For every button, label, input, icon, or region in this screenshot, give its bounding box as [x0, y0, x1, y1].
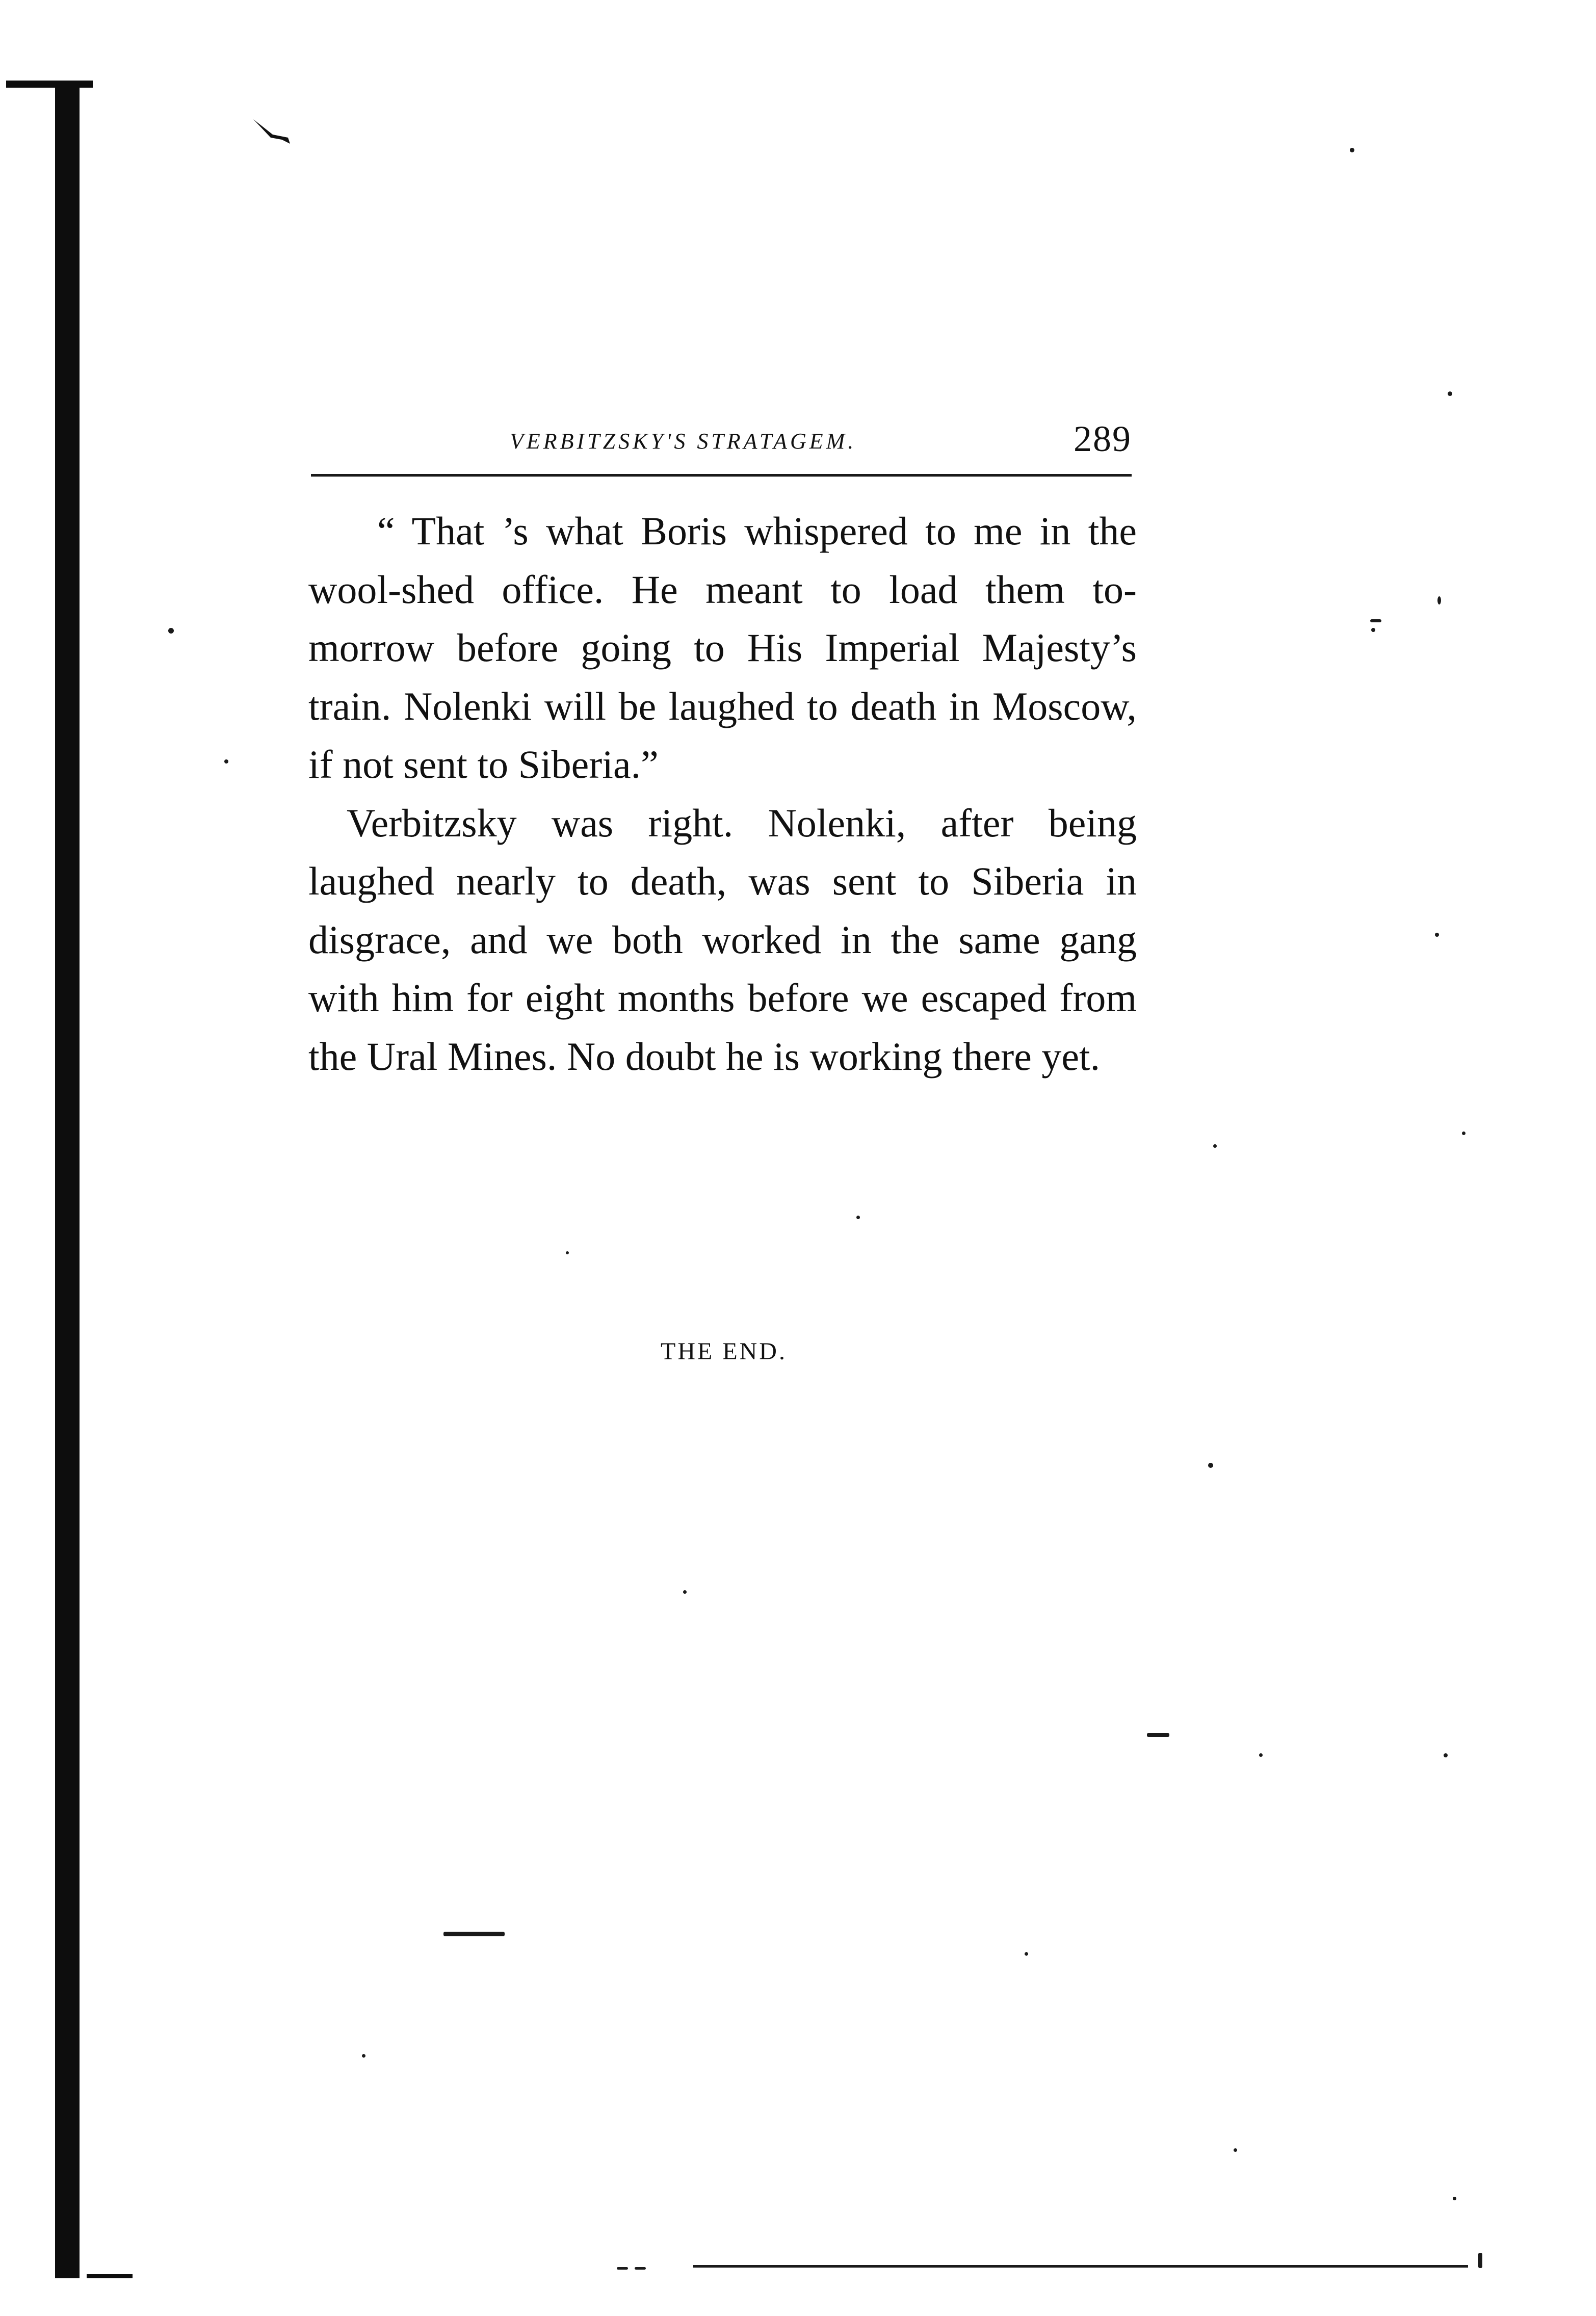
ink-blot-mark	[252, 117, 293, 148]
paper-speck	[1437, 596, 1441, 604]
paper-speck	[168, 628, 174, 634]
paper-speck	[1453, 2197, 1456, 2200]
paper-speck	[1448, 391, 1452, 396]
paper-speck	[224, 759, 228, 764]
binding-edge	[55, 82, 80, 2278]
running-head	[311, 418, 1132, 474]
paper-speck	[362, 2054, 365, 2058]
binding-edge-foot	[87, 2274, 133, 2278]
paper-speck	[1234, 2148, 1237, 2152]
ink-dash-mark	[635, 2267, 646, 2270]
ink-dash-mark	[617, 2267, 628, 2270]
paper-speck	[1462, 1131, 1466, 1135]
paper-speck	[1213, 1144, 1217, 1148]
ink-dash-mark	[1147, 1733, 1169, 1737]
paper-speck	[1444, 1753, 1448, 1757]
paper-speck	[1025, 1952, 1028, 1956]
page-number: 289	[1074, 418, 1132, 459]
paragraph: “ That ’s what Boris whispered to me in the wool-shed office. He meant to load them to-morrow before going to His Imperial Majesty’s train. Nolenki will be laughed to death in Moscow, if not sent to Siberia.”	[308, 509, 1137, 786]
paper-speck	[1208, 1463, 1213, 1468]
paper-speck	[1435, 933, 1439, 937]
binding-edge-cap	[6, 81, 93, 88]
ink-dash-mark	[1478, 2253, 1482, 2268]
paper-speck	[1350, 148, 1354, 152]
paragraph: Verbitzsky was right. Nolenki, after being laughed nearly to death, was sent to Siberia in disgrace, and we both worked in the same gang with him for eight months before we escaped from the Ural Mines. No doubt he is working there yet.	[308, 800, 1137, 1078]
paper-speck	[683, 1590, 687, 1594]
end-mark: THE END.	[661, 1338, 787, 1365]
paper-speck	[1371, 628, 1375, 632]
body-text	[308, 502, 1137, 1086]
running-title: VERBITZSKY'S STRATAGEM.	[510, 429, 857, 454]
paper-speck	[1259, 1753, 1263, 1757]
ink-dash-mark	[443, 1932, 505, 1936]
ink-dash-mark	[1370, 619, 1381, 622]
header-rule	[311, 474, 1132, 477]
bottom-rule	[693, 2265, 1468, 2268]
paper-speck	[856, 1216, 860, 1219]
paper-speck	[566, 1251, 569, 1254]
